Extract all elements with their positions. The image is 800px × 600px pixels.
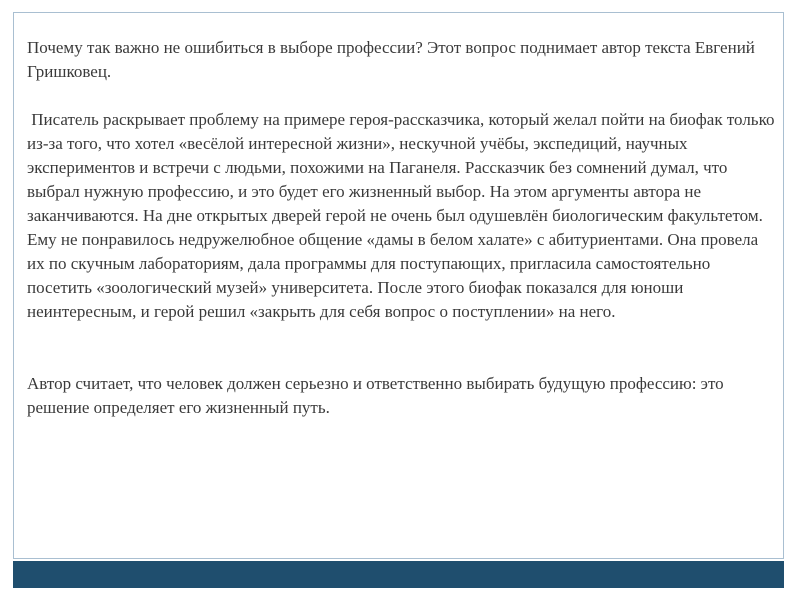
slide-frame	[13, 12, 784, 559]
paragraph-intro: Почему так важно не ошибиться в выборе профессии? Этот вопрос поднимает автор текста Евгений Гришковец.	[27, 38, 755, 81]
paragraph-spacer	[27, 324, 777, 372]
paragraph-conclusion: Автор считает, что человек должен серьезно и ответственно выбирать будущую профессию: это решение определяет его жизненный путь.	[27, 374, 724, 417]
slide-text-body	[27, 36, 777, 420]
slide-footer-bar	[13, 561, 784, 588]
paragraph-argument: Писатель раскрывает проблему на примере героя-рассказчика, который желал пойти на биофак только из-за того, что хотел «весёлой интересной жизни», нескучной учёбы, экспедиций, научных экспериментов и встречи с людьми, похожими на Паганеля. Рассказчик без сомнений думал, что выбрал нужную профессию, и это будет его жизненный выбор. На этом аргументы автора не заканчиваются. На дне открытых дверей герой не очень был одушевлён биологическим факультетом. Ему не понравилось недружелюбное общение «дамы в белом халате» с абитуриентами. Она провела их по скучным лабораториям, дала программы для поступающих, пригласила самостоятельно посетить «зоологический музей» университета. После этого биофак показался для юноши неинтересным, и герой решил «закрыть для себя вопрос о поступлении» на него.	[27, 110, 779, 321]
paragraph-spacer	[27, 84, 777, 108]
